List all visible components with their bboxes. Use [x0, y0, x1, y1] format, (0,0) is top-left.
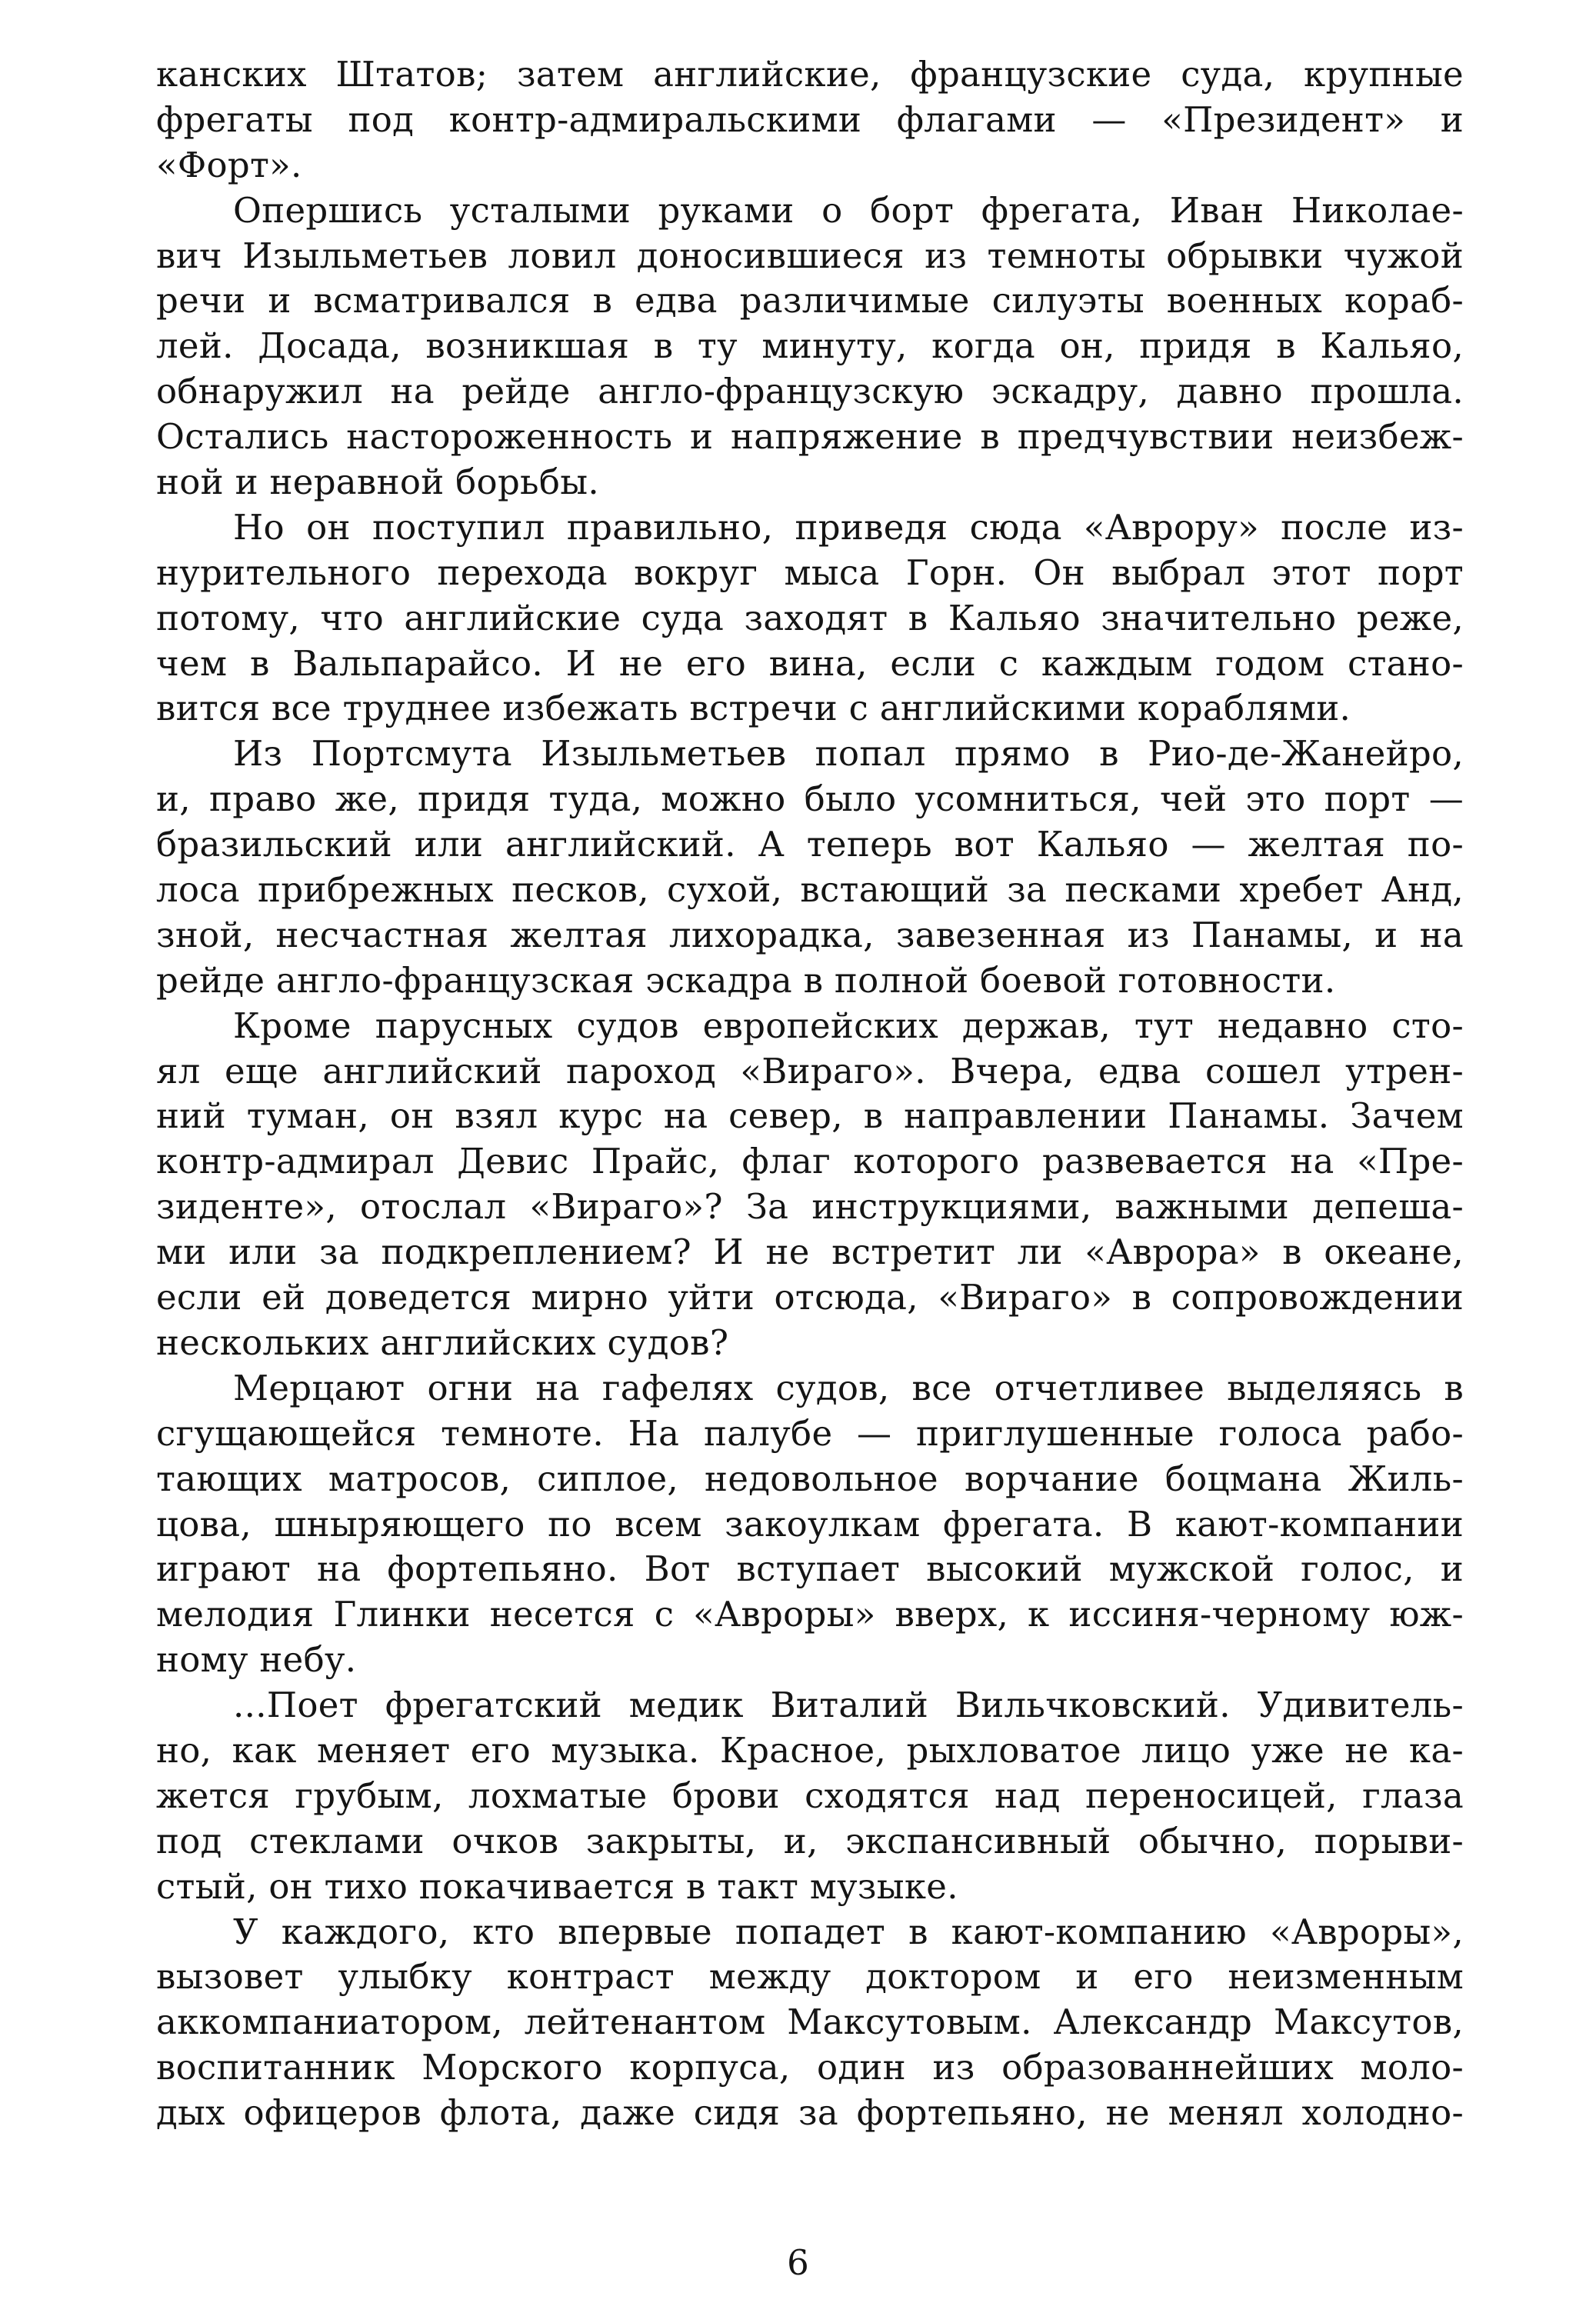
text-line: У каждого, кто впервые попадет в кают-компанию «Авроры»,	[233, 1911, 1464, 1952]
text-line: вызовет улыбку контраст между доктором и его неизменным	[156, 1956, 1464, 1998]
text-line: нурительного перехода вокруг мыса Горн. Он выбрал этот порт	[156, 552, 1464, 593]
paragraph	[156, 52, 1464, 188]
text-line: ...Поет фрегатский медик Виталий Вильчковский. Удивитель-	[233, 1685, 1464, 1726]
body-text	[156, 52, 1464, 2136]
paragraph	[156, 188, 1464, 505]
text-line: Но он поступил правильно, приведя сюда «Аврору» после из-	[233, 506, 1464, 548]
text-line: аккомпаниатором, лейтенантом Максутовым. Александр Максутов,	[156, 2001, 1464, 2043]
text-line: под стеклами очков закрыты, и, экспансивный обычно, порыви-	[156, 1820, 1464, 1861]
text-line: стый, он тихо покачивается в такт музыке.	[156, 1865, 958, 1907]
text-line: жется грубым, лохматые брови сходятся над переносицей, глаза	[156, 1775, 1464, 1816]
paragraph	[156, 505, 1464, 732]
text-line: чем в Вальпарайсо. И не его вина, если с каждым годом стано-	[156, 642, 1464, 684]
text-line: нескольких английских судов?	[156, 1321, 729, 1363]
paragraph	[156, 1366, 1464, 1683]
text-line: фрегаты под контр-адмиральскими флагами — «Президент» и	[156, 98, 1464, 140]
text-line: рейде англо-французская эскадра в полной боевой готовности.	[156, 959, 1336, 1001]
text-line: вич Изыльметьев ловил доносившиеся из темноты обрывки чужой	[156, 235, 1464, 276]
text-line: лей. Досада, возникшая в ту минуту, когда он, придя в Кальяо,	[156, 325, 1464, 367]
paragraph	[156, 732, 1464, 1003]
text-line: Из Портсмута Изыльметьев попал прямо в Рио-де-Жанейро,	[233, 733, 1464, 775]
text-line: «Форт».	[156, 144, 302, 185]
text-line: потому, что английские суда заходят в Кальяо значительно реже,	[156, 597, 1464, 638]
text-line: вится все труднее избежать встречи с английскими кораблями.	[156, 688, 1351, 729]
text-line: сгущающейся темноте. На палубе — приглушенные голоса рабо-	[156, 1412, 1464, 1454]
text-line: речи и всматривался в едва различимые силуэты военных кораб-	[156, 280, 1464, 322]
text-line: бразильский или английский. А теперь вот Кальяо — желтая по-	[156, 824, 1464, 865]
text-line: если ей доведется мирно уйти отсюда, «Вираго» в сопровождении	[156, 1277, 1464, 1318]
text-line: играют на фортепьяно. Вот вступает высокий мужской голос, и	[156, 1548, 1464, 1590]
text-line: ми или за подкреплением? И не встретит ли «Аврора» в океане,	[156, 1231, 1464, 1273]
paragraph	[156, 1683, 1464, 1909]
text-line: зной, несчастная желтая лихорадка, завезенная из Панамы, и на	[156, 914, 1464, 955]
text-line: цова, шныряющего по всем закоулкам фрегата. В кают-компании	[156, 1503, 1464, 1545]
text-line: Мерцают огни на гафелях судов, все отчетливее выделяясь в	[233, 1367, 1464, 1408]
paragraph	[156, 1910, 1464, 2136]
paragraph	[156, 1004, 1464, 1366]
text-line: ной и неравной борьбы.	[156, 462, 599, 503]
text-line: обнаружил на рейде англо-французскую эскадру, давно прошла.	[156, 371, 1464, 412]
text-line: ний туман, он взял курс на север, в направлении Панамы. Зачем	[156, 1095, 1464, 1137]
text-line: канских Штатов; затем английские, французские суда, крупные	[156, 54, 1464, 95]
text-line: тающих матросов, сиплое, недовольное ворчание боцмана Жиль-	[156, 1458, 1464, 1499]
text-line: Кроме парусных судов европейских держав, тут недавно сто-	[233, 1005, 1464, 1046]
text-line: дых офицеров флота, даже сидя за фортепьяно, не менял холодно-	[156, 2092, 1464, 2134]
text-line: контр-адмирал Девис Прайс, флаг которого развевается на «Пре-	[156, 1141, 1464, 1182]
text-line: мелодия Глинки несется с «Авроры» вверх, к иссиня-черному юж-	[156, 1594, 1464, 1635]
text-line: Остались настороженность и напряжение в предчувствии неизбеж-	[156, 416, 1464, 458]
text-line: ному небу.	[156, 1639, 357, 1681]
text-line: Опершись усталыми руками о борт фрегата, Иван Николае-	[233, 189, 1464, 231]
text-line: ял еще английский пароход «Вираго». Вчера, едва сошел утрен-	[156, 1050, 1464, 1092]
text-line: лоса прибрежных песков, сухой, встающий за песками хребет Анд,	[156, 869, 1464, 911]
text-line: и, право же, придя туда, можно было усомниться, чей это порт —	[156, 778, 1464, 820]
text-line: но, как меняет его музыка. Красное, рыхловатое лицо уже не ка-	[156, 1729, 1464, 1771]
text-line: воспитанник Морского корпуса, один из образованнейших моло-	[156, 2047, 1464, 2088]
page-number: 6	[787, 2242, 809, 2283]
text-line: зиденте», отослал «Вираго»? За инструкциями, важными депеша-	[156, 1186, 1464, 1228]
